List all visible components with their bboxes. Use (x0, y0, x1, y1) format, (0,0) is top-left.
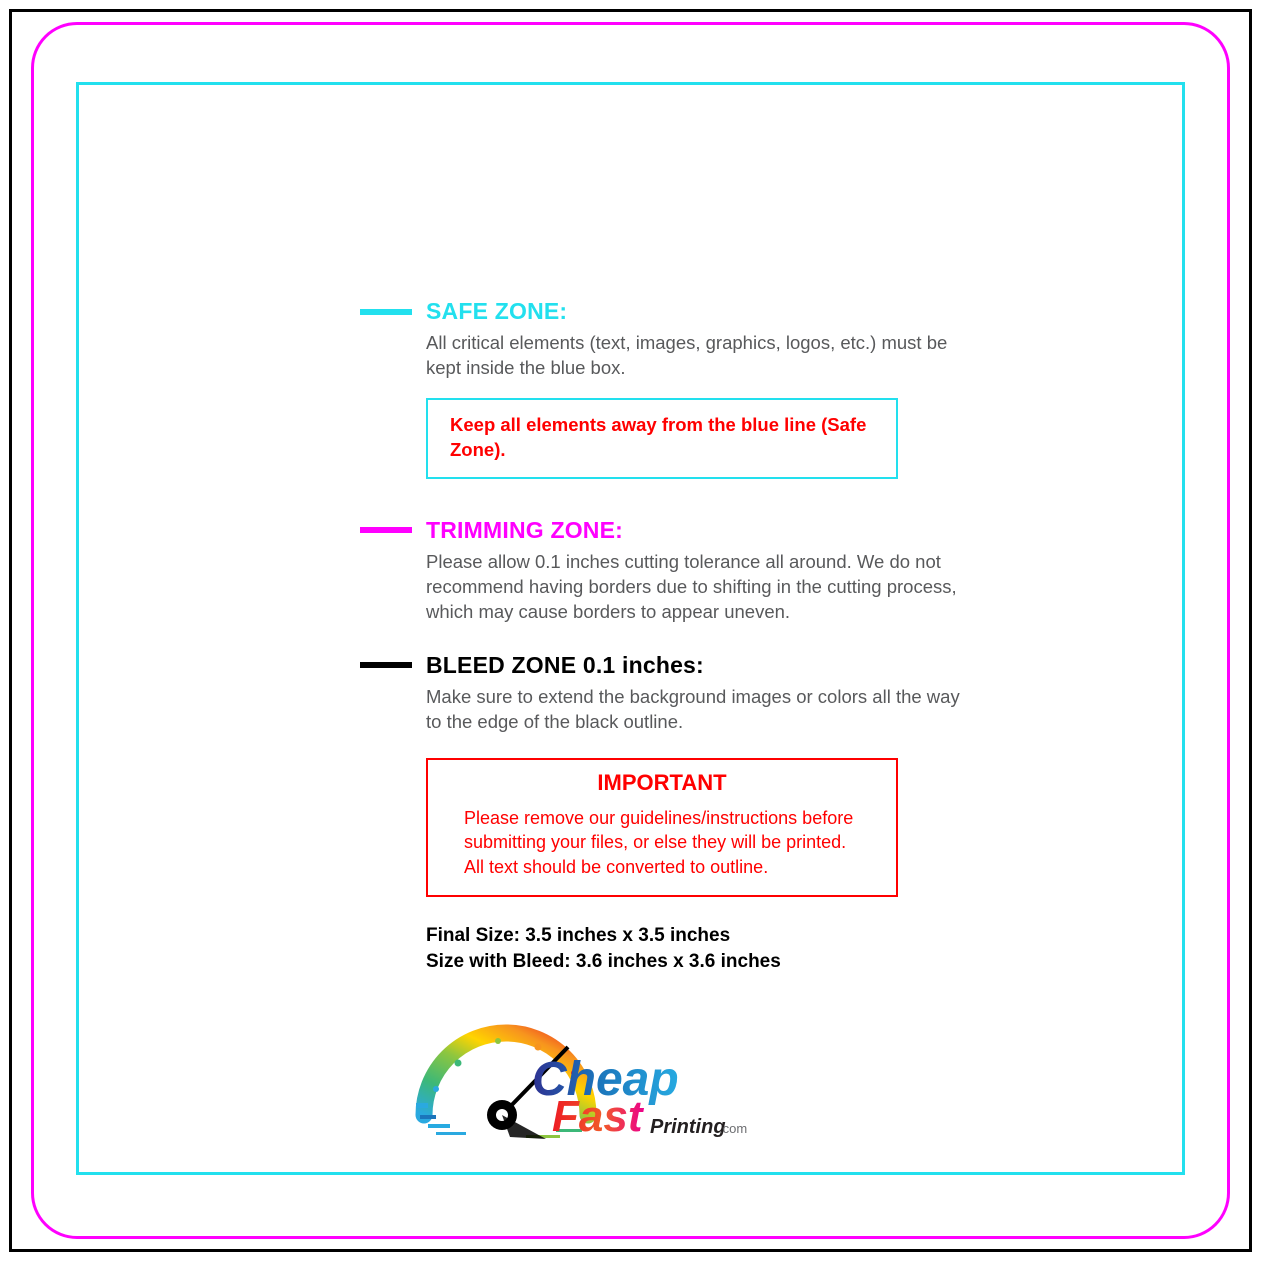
trimming-zone-body: Please allow 0.1 inches cutting tolerance all around. We do not recommend having borders due to shifting in the cutting process, which may cause borders to appear uneven. (426, 550, 957, 622)
logo-word-fast: Fast (552, 1092, 643, 1142)
magenta-line-icon (360, 527, 412, 533)
final-size-text: Final Size: 3.5 inches x 3.5 inches (426, 924, 731, 946)
important-callout (426, 758, 898, 896)
bleed-size-text: Size with Bleed: 3.6 inches x 3.6 inches (426, 950, 781, 972)
bleed-zone-legend (360, 651, 960, 678)
logo-word-cheap: Cheap (532, 1053, 679, 1107)
logo-word-printing: Printing (650, 1116, 726, 1139)
important-title: IMPORTANT (597, 770, 727, 796)
cyan-line-icon (360, 309, 412, 315)
safe-zone-section (360, 300, 960, 479)
important-line-3: All text should be converted to outline. (464, 856, 769, 877)
important-line-1: Please remove our guidelines/instructions before (464, 808, 854, 829)
guidelines-content (360, 300, 960, 1151)
safe-zone-callout: Keep all elements away from the blue line (Safe Zone). (426, 398, 898, 478)
safe-zone-body: All critical elements (text, images, graphics, logos, etc.) must be kept inside the blue box. (426, 332, 948, 379)
size-info (426, 923, 960, 975)
trimming-zone-section (360, 516, 960, 624)
trimming-zone-heading: TRIMMING ZONE: (426, 516, 623, 543)
safe-zone-heading: SAFE ZONE: (426, 298, 568, 324)
bleed-zone-heading: BLEED ZONE 0.1 inches: (426, 651, 704, 678)
bleed-zone-section (360, 651, 960, 734)
safe-zone-legend (360, 300, 960, 323)
cheapfastprinting-logo (406, 1011, 766, 1151)
important-line-2: submitting your files, or else they will be printed. (464, 832, 847, 853)
important-body (444, 806, 880, 878)
trimming-zone-legend (360, 516, 960, 543)
black-line-icon (360, 662, 412, 668)
logo-artwork (406, 1011, 766, 1151)
logo-word-dotcom: .com (719, 1121, 748, 1137)
bleed-zone-body: Make sure to extend the background images or colors all the way to the edge of the black outline. (426, 685, 960, 733)
